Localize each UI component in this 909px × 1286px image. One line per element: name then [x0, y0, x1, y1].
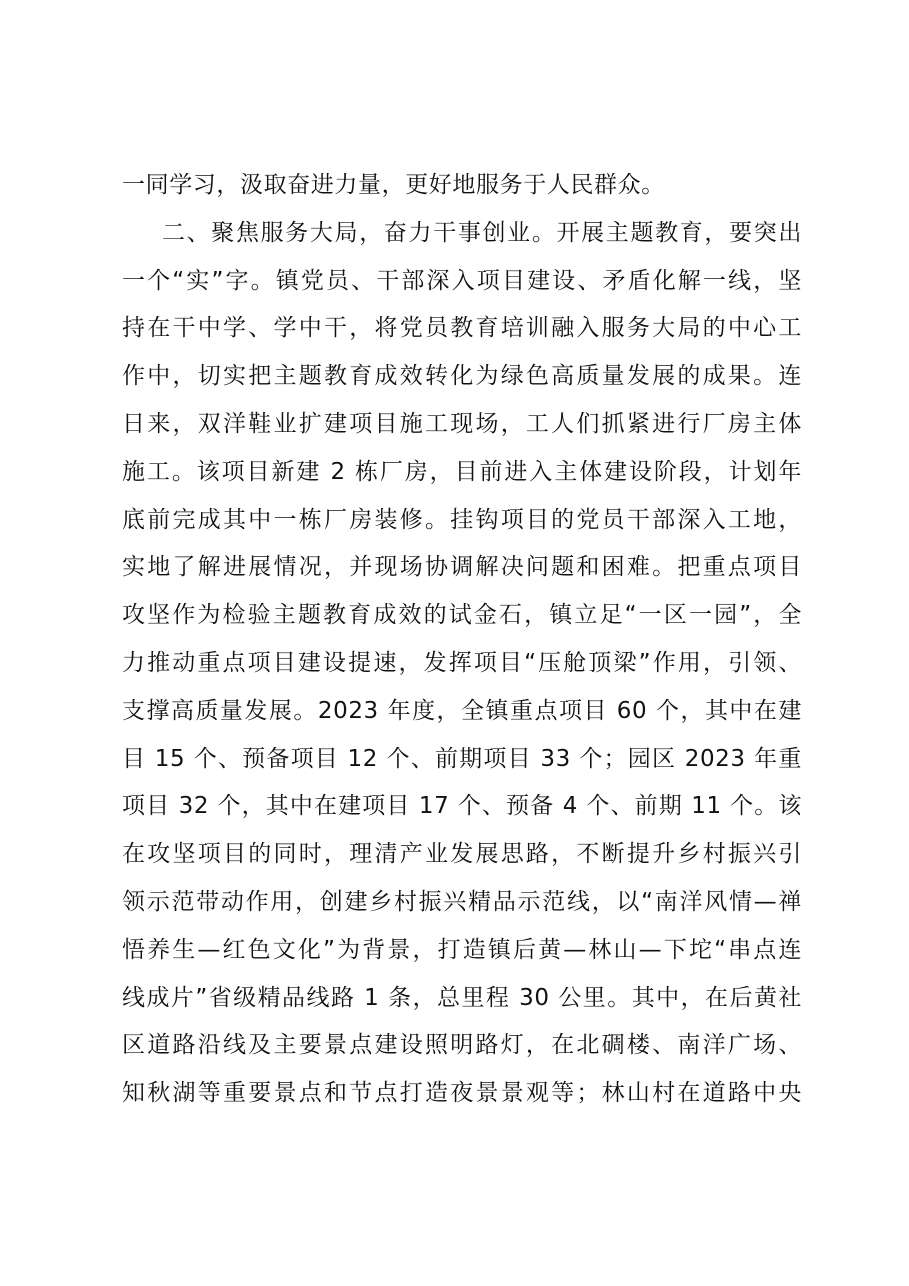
- text-line-14: 项目 32 个，其中在建项目 17 个、预备 4 个、前期 11 个。该: [122, 793, 802, 820]
- text-line-19: 区道路沿线及主要景点建设照明路灯，在北碉楼、南洋广场、: [122, 1032, 802, 1059]
- text-line-9: 实地了解进展情况，并现场协调解决问题和困难。把重点项目: [122, 554, 802, 581]
- text-line-5: 作中，切实把主题教育成效转化为绿色高质量发展的成果。连: [122, 363, 802, 390]
- text-line-10: 攻坚作为检验主题教育成效的试金石，镇立足“一区一园”，全: [122, 602, 802, 629]
- text-line-13: 目 15 个、预备项目 12 个、前期项目 33 个；园区 2023 年重: [122, 745, 802, 772]
- text-line-18: 线成片”省级精品线路 1 条，总里程 30 公里。其中，在后黄社: [122, 984, 802, 1011]
- text-line-2: 二、聚焦服务大局，奋力干事创业。开展主题教育，要突出: [162, 219, 802, 246]
- body-text: [122, 162, 802, 1118]
- text-line-12: 支撑高质量发展。2023 年度，全镇重点项目 60 个，其中在建: [122, 697, 802, 724]
- text-line-8: 底前完成其中一栋厂房装修。挂钩项目的党员干部深入工地，: [122, 506, 802, 533]
- text-line-7: 施工。该项目新建 2 栋厂房，目前进入主体建设阶段，计划年: [122, 458, 802, 485]
- text-line-3: 一个“实”字。镇党员、干部深入项目建设、矛盾化解一线，坚: [122, 267, 802, 294]
- text-line-1: 一同学习，汲取奋进力量，更好地服务于人民群众。: [122, 172, 665, 198]
- text-line-20: 知秋湖等重要景点和节点打造夜景景观等；林山村在道路中央: [122, 1080, 802, 1107]
- text-line-6: 日来，双洋鞋业扩建项目施工现场，工人们抓紧进行厂房主体: [122, 410, 802, 437]
- text-line-11: 力推动重点项目建设提速，发挥项目“压舱顶梁”作用，引领、: [122, 649, 802, 676]
- text-line-4: 持在干中学、学中干，将党员教育培训融入服务大局的中心工: [122, 315, 802, 342]
- text-line-17: 悟养生—红色文化”为背景，打造镇后黄—林山—下坨“串点连: [122, 936, 802, 963]
- text-line-16: 领示范带动作用，创建乡村振兴精品示范线，以“南洋风情—禅: [122, 888, 802, 915]
- text-line-15: 在攻坚项目的同时，理清产业发展思路，不断提升乡村振兴引: [122, 841, 802, 868]
